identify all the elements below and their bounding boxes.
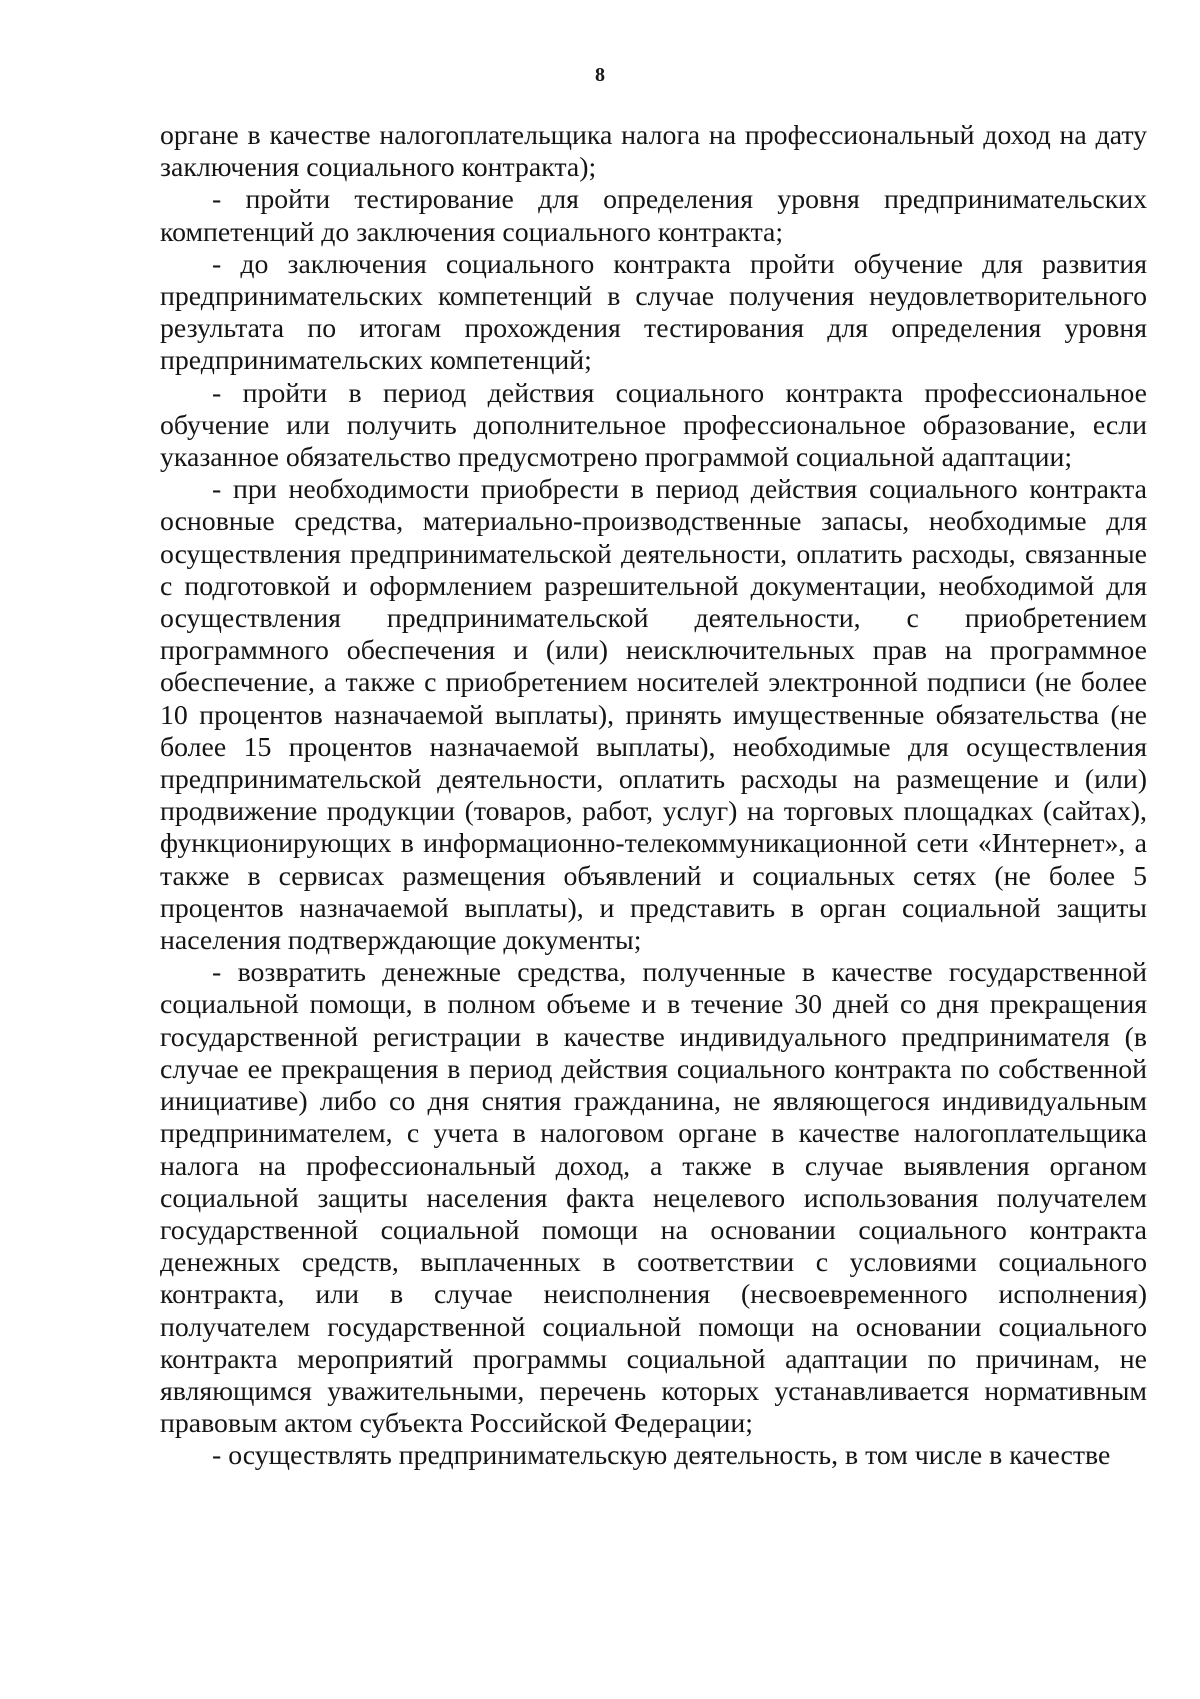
list-item-professional-education: - пройти в период действия социального контракта профессиональное обучение или получить дополнительное профессиональное образование, если указанное обязательство предусмотрено программой социальной адаптации; <box>160 377 1147 474</box>
list-item-return-funds: - возвратить денежные средства, полученные в качестве государственной социальной помощи, в полном объеме и в течение 30 дней со дня прекращения государственной регистрации в качестве индивидуального предпринимателя (в случае ее прекращения в период действия социального контракта по собственной инициативе) либо со дня снятия гражданина, не являющегося индивидуальным предпринимателем, с учета в налоговом органе в качестве налогоплательщика налога на профессиональный доход, а также в случае выявления органом социальной защиты населения факта нецелевого использования получателем государственной социальной помощи на основании социального контракта денежных средств, выплаченных в соответствии с условиями социального контракта, или в случае неисполнения (несвоевременного исполнения) получателем государственной социальной помощи на основании социального контракта мероприятий программы социальной адаптации по причинам, не являющимся уважительными, перечень которых устанавливается нормативным правовым актом субъекта Российской Федерации; <box>160 957 1147 1440</box>
list-item-testing: - пройти тестирование для определения уровня предпринимательских компетенций до заключения социального контракта; <box>160 184 1147 248</box>
paragraph-continuation: органе в качестве налогоплательщика налога на профессиональный доход на дату заключения социального контракта); <box>160 120 1147 184</box>
page-number: 8 <box>595 64 605 86</box>
list-item-carry-out-activity: - осуществлять предпринимательскую деятельность, в том числе в качестве <box>212 1440 1111 1472</box>
list-item-training: - до заключения социального контракта пройти обучение для развития предпринимательских компетенций в случае получения неудовлетворительного результата по итогам прохождения тестирования для определения уровня предпринимательских компетенций; <box>160 248 1147 377</box>
document-body <box>160 120 1147 1473</box>
list-item-acquire-assets: - при необходимости приобрести в период действия социального контракта основные средства, материально-производственные запасы, необходимые для осуществления предпринимательской деятельности, оплатить расходы, связанные с подготовкой и оформлением разрешительной документации, необходимой для осуществления предпринимательской деятельности, с приобретением программного обеспечения и (или) неисключительных прав на программное обеспечение, а также с приобретением носителей электронной подписи (не более 10 процентов назначаемой выплаты), принять имущественные обязательства (не более 15 процентов назначаемой выплаты), необходимые для осуществления предпринимательской деятельности, оплатить расходы на размещение и (или) продвижение продукции (товаров, работ, услуг) на торговых площадках (сайтах), функционирующих в информационно-телекоммуникационной сети «Интернет», а также в сервисах размещения объявлений и социальных сетях (не более 5 процентов назначаемой выплаты), и представить в орган социальной защиты населения подтверждающие документы; <box>160 474 1147 957</box>
